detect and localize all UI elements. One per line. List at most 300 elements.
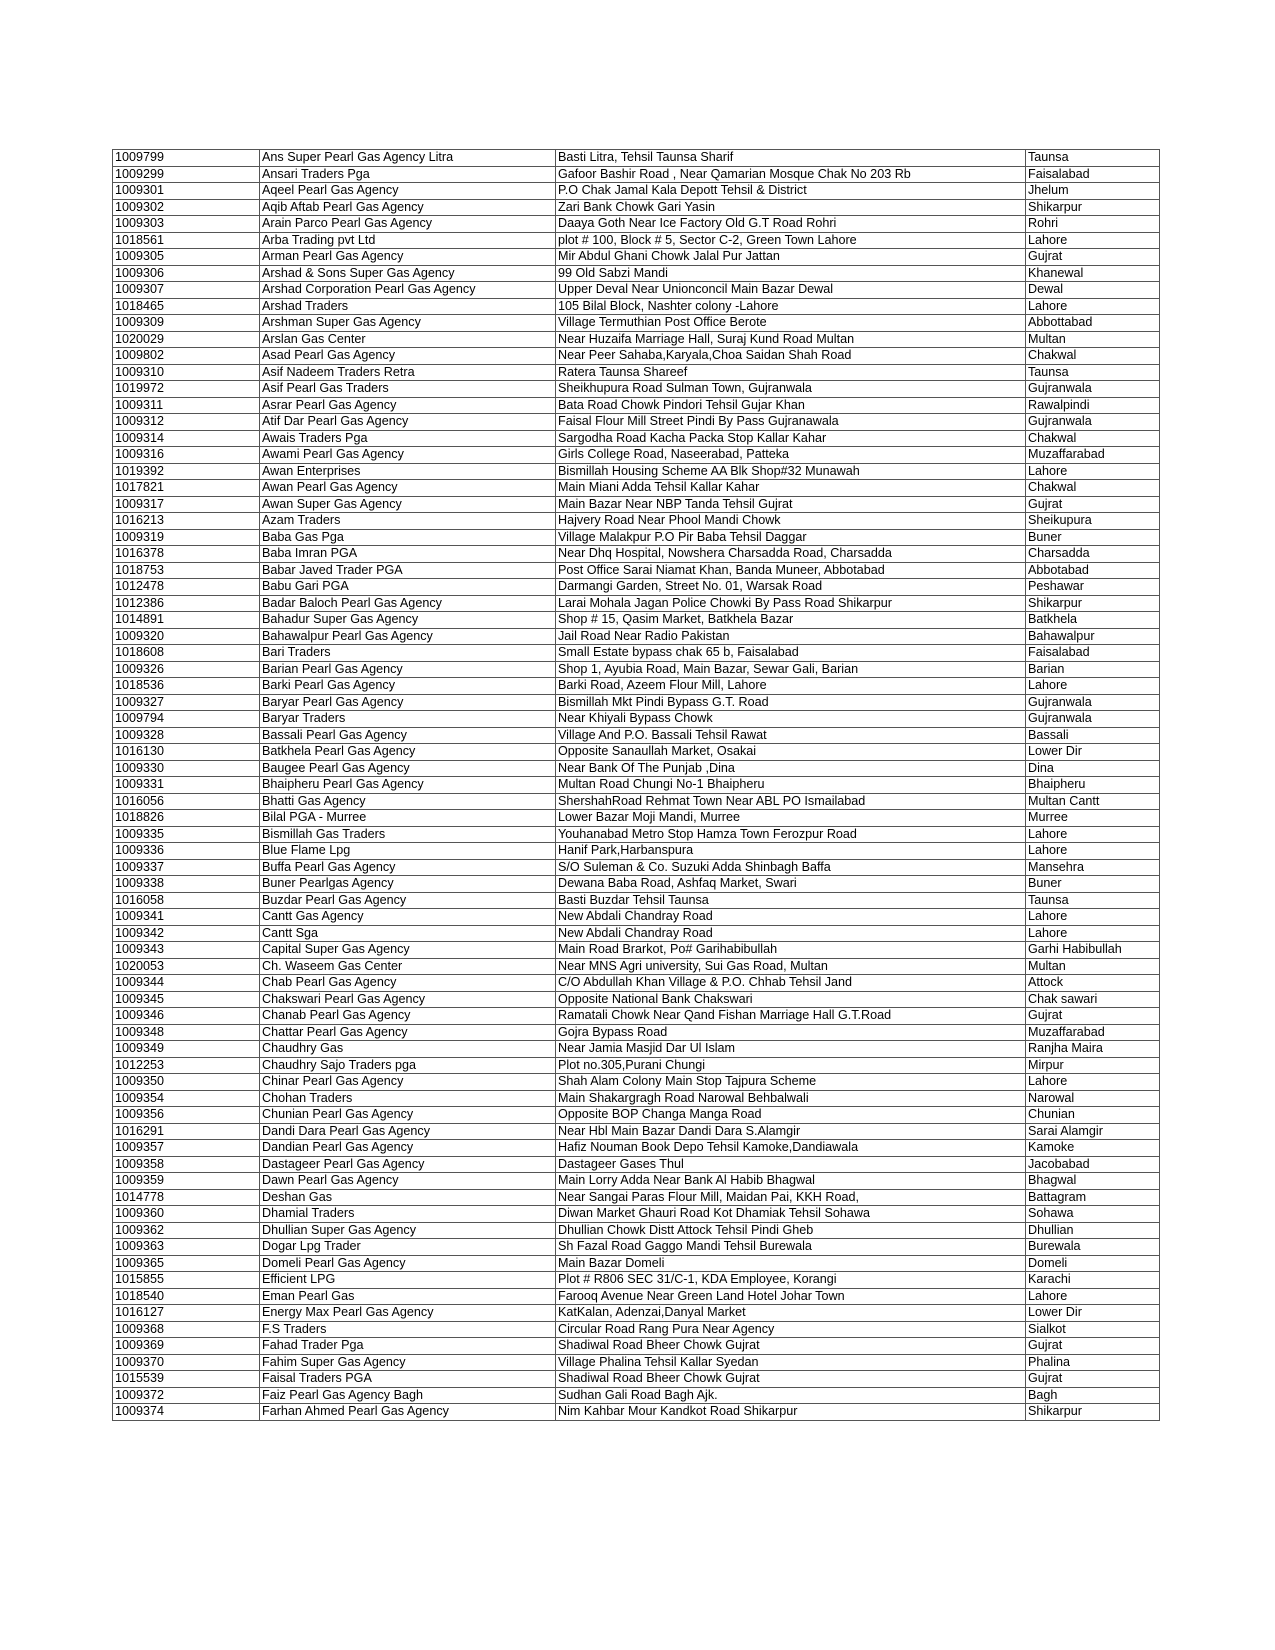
table-row bbox=[113, 463, 1160, 480]
table-row bbox=[113, 1288, 1160, 1305]
agency-code-cell: 1020053 bbox=[113, 958, 260, 975]
table-row bbox=[113, 430, 1160, 447]
agency-address-cell: Sudhan Gali Road Bagh Ajk. bbox=[556, 1387, 1026, 1404]
table-row bbox=[113, 397, 1160, 414]
agency-address-cell: Daaya Goth Near Ice Factory Old G.T Road Rohri bbox=[556, 216, 1026, 233]
agency-city-cell: Sialkot bbox=[1026, 1321, 1160, 1338]
agency-code-cell: 1009356 bbox=[113, 1107, 260, 1124]
table-row bbox=[113, 1140, 1160, 1157]
agency-code-cell: 1009342 bbox=[113, 925, 260, 942]
table-row bbox=[113, 991, 1160, 1008]
agency-address-cell: Lower Bazar Moji Mandi, Murree bbox=[556, 810, 1026, 827]
table-row bbox=[113, 975, 1160, 992]
agency-code-cell: 1016056 bbox=[113, 793, 260, 810]
agency-name-cell: Chanab Pearl Gas Agency bbox=[260, 1008, 556, 1025]
agency-code-cell: 1009354 bbox=[113, 1090, 260, 1107]
table-row bbox=[113, 876, 1160, 893]
table-row bbox=[113, 216, 1160, 233]
agency-city-cell: Lower Dir bbox=[1026, 744, 1160, 761]
table-row bbox=[113, 282, 1160, 299]
agency-address-cell: Hanif Park,Harbanspura bbox=[556, 843, 1026, 860]
agency-name-cell: Babu Gari PGA bbox=[260, 579, 556, 596]
table-row bbox=[113, 1255, 1160, 1272]
agency-code-cell: 1018465 bbox=[113, 298, 260, 315]
agency-name-cell: Aqib Aftab Pearl Gas Agency bbox=[260, 199, 556, 216]
agency-city-cell: Gujrat bbox=[1026, 1338, 1160, 1355]
agency-city-cell: Lahore bbox=[1026, 298, 1160, 315]
agency-name-cell: Awan Super Gas Agency bbox=[260, 496, 556, 513]
agency-code-cell: 1009335 bbox=[113, 826, 260, 843]
agency-address-cell: Sheikhupura Road Sulman Town, Gujranwala bbox=[556, 381, 1026, 398]
agency-name-cell: Fahim Super Gas Agency bbox=[260, 1354, 556, 1371]
agency-name-cell: Chaudhry Gas bbox=[260, 1041, 556, 1058]
agency-city-cell: Abbottabad bbox=[1026, 315, 1160, 332]
agency-city-cell: Gujrat bbox=[1026, 1371, 1160, 1388]
agency-code-cell: 1016058 bbox=[113, 892, 260, 909]
table-row bbox=[113, 595, 1160, 612]
agency-name-cell: Bhaipheru Pearl Gas Agency bbox=[260, 777, 556, 794]
table-row bbox=[113, 298, 1160, 315]
agency-code-cell: 1009326 bbox=[113, 661, 260, 678]
table-row bbox=[113, 1206, 1160, 1223]
agency-name-cell: Asif Pearl Gas Traders bbox=[260, 381, 556, 398]
agency-city-cell: Battagram bbox=[1026, 1189, 1160, 1206]
agency-code-cell: 1016213 bbox=[113, 513, 260, 530]
table-row bbox=[113, 562, 1160, 579]
agency-address-cell: Main Bazar Near NBP Tanda Tehsil Gujrat bbox=[556, 496, 1026, 513]
agency-address-cell: Ramatali Chowk Near Qand Fishan Marriage Hall G.T.Road bbox=[556, 1008, 1026, 1025]
agency-city-cell: Chakwal bbox=[1026, 480, 1160, 497]
table-row bbox=[113, 1189, 1160, 1206]
agency-code-cell: 1009365 bbox=[113, 1255, 260, 1272]
agency-name-cell: Dandian Pearl Gas Agency bbox=[260, 1140, 556, 1157]
agency-name-cell: Eman Pearl Gas bbox=[260, 1288, 556, 1305]
agency-city-cell: Ranjha Maira bbox=[1026, 1041, 1160, 1058]
agency-city-cell: Barian bbox=[1026, 661, 1160, 678]
agency-city-cell: Lahore bbox=[1026, 1288, 1160, 1305]
agency-code-cell: 1009346 bbox=[113, 1008, 260, 1025]
agency-code-cell: 1009357 bbox=[113, 1140, 260, 1157]
agency-city-cell: Taunsa bbox=[1026, 364, 1160, 381]
table-row bbox=[113, 265, 1160, 282]
table-row bbox=[113, 777, 1160, 794]
agency-address-cell: Dewana Baba Road, Ashfaq Market, Swari bbox=[556, 876, 1026, 893]
agency-code-cell: 1018536 bbox=[113, 678, 260, 695]
agency-city-cell: Bhagwal bbox=[1026, 1173, 1160, 1190]
agency-address-cell: Darmangi Garden, Street No. 01, Warsak Road bbox=[556, 579, 1026, 596]
agency-address-cell: 105 Bilal Block, Nashter colony -Lahore bbox=[556, 298, 1026, 315]
agency-code-cell: 1009312 bbox=[113, 414, 260, 431]
agency-city-cell: Gujranwala bbox=[1026, 381, 1160, 398]
agency-address-cell: S/O Suleman & Co. Suzuki Adda Shinbagh Baffa bbox=[556, 859, 1026, 876]
agency-name-cell: Faiz Pearl Gas Agency Bagh bbox=[260, 1387, 556, 1404]
agency-code-cell: 1012478 bbox=[113, 579, 260, 596]
agency-name-cell: Badar Baloch Pearl Gas Agency bbox=[260, 595, 556, 612]
agency-code-cell: 1009307 bbox=[113, 282, 260, 299]
agency-city-cell: Bassali bbox=[1026, 727, 1160, 744]
agency-address-cell: Near Dhq Hospital, Nowshera Charsadda Road, Charsadda bbox=[556, 546, 1026, 563]
agency-name-cell: Baba Imran PGA bbox=[260, 546, 556, 563]
table-row bbox=[113, 1371, 1160, 1388]
agency-name-cell: Arshad Corporation Pearl Gas Agency bbox=[260, 282, 556, 299]
agency-code-cell: 1018826 bbox=[113, 810, 260, 827]
agency-address-cell: Barki Road, Azeem Flour Mill, Lahore bbox=[556, 678, 1026, 695]
table-row bbox=[113, 1123, 1160, 1140]
agency-city-cell: Multan Cantt bbox=[1026, 793, 1160, 810]
table-row bbox=[113, 1387, 1160, 1404]
agency-name-cell: Buffa Pearl Gas Agency bbox=[260, 859, 556, 876]
table-row bbox=[113, 1090, 1160, 1107]
agency-city-cell: Lahore bbox=[1026, 678, 1160, 695]
table-row bbox=[113, 315, 1160, 332]
agency-city-cell: Jhelum bbox=[1026, 183, 1160, 200]
agency-address-cell: Near Khiyali Bypass Chowk bbox=[556, 711, 1026, 728]
agency-city-cell: Khanewal bbox=[1026, 265, 1160, 282]
agency-name-cell: Awan Pearl Gas Agency bbox=[260, 480, 556, 497]
agency-code-cell: 1009311 bbox=[113, 397, 260, 414]
agency-code-cell: 1009319 bbox=[113, 529, 260, 546]
agency-city-cell: Dewal bbox=[1026, 282, 1160, 299]
agency-name-cell: Cantt Sga bbox=[260, 925, 556, 942]
agency-name-cell: Arain Parco Pearl Gas Agency bbox=[260, 216, 556, 233]
agency-name-cell: Dawn Pearl Gas Agency bbox=[260, 1173, 556, 1190]
table-row bbox=[113, 414, 1160, 431]
agency-name-cell: Blue Flame Lpg bbox=[260, 843, 556, 860]
agency-name-cell: Dhullian Super Gas Agency bbox=[260, 1222, 556, 1239]
agency-city-cell: Sheikupura bbox=[1026, 513, 1160, 530]
agency-name-cell: Baryar Pearl Gas Agency bbox=[260, 694, 556, 711]
table-row bbox=[113, 1354, 1160, 1371]
agency-city-cell: Gujranwala bbox=[1026, 694, 1160, 711]
table-row bbox=[113, 1173, 1160, 1190]
agency-city-cell: Sohawa bbox=[1026, 1206, 1160, 1223]
agency-code-cell: 1019972 bbox=[113, 381, 260, 398]
agency-code-cell: 1012386 bbox=[113, 595, 260, 612]
agency-code-cell: 1009369 bbox=[113, 1338, 260, 1355]
agency-city-cell: Kamoke bbox=[1026, 1140, 1160, 1157]
agency-address-cell: New Abdali Chandray Road bbox=[556, 925, 1026, 942]
agency-address-cell: Shadiwal Road Bheer Chowk Gujrat bbox=[556, 1371, 1026, 1388]
agency-name-cell: Buner Pearlgas Agency bbox=[260, 876, 556, 893]
agency-address-cell: Main Road Brarkot, Po# Garihabibullah bbox=[556, 942, 1026, 959]
table-row bbox=[113, 348, 1160, 365]
agency-name-cell: Arba Trading pvt Ltd bbox=[260, 232, 556, 249]
agency-address-cell: New Abdali Chandray Road bbox=[556, 909, 1026, 926]
table-row bbox=[113, 925, 1160, 942]
agency-city-cell: Chunian bbox=[1026, 1107, 1160, 1124]
agency-name-cell: Bilal PGA - Murree bbox=[260, 810, 556, 827]
agency-code-cell: 1014778 bbox=[113, 1189, 260, 1206]
agency-name-cell: Baugee Pearl Gas Agency bbox=[260, 760, 556, 777]
agency-code-cell: 1019392 bbox=[113, 463, 260, 480]
agency-city-cell: Faisalabad bbox=[1026, 166, 1160, 183]
table-row bbox=[113, 1041, 1160, 1058]
agency-name-cell: Dandi Dara Pearl Gas Agency bbox=[260, 1123, 556, 1140]
agency-city-cell: Muzaffarabad bbox=[1026, 447, 1160, 464]
agency-city-cell: Lahore bbox=[1026, 463, 1160, 480]
agency-name-cell: Energy Max Pearl Gas Agency bbox=[260, 1305, 556, 1322]
agency-city-cell: Sarai Alamgir bbox=[1026, 1123, 1160, 1140]
agency-address-cell: Near Sangai Paras Flour Mill, Maidan Pai, KKH Road, bbox=[556, 1189, 1026, 1206]
agency-address-cell: Village Malakpur P.O Pir Baba Tehsil Daggar bbox=[556, 529, 1026, 546]
agency-address-cell: Near MNS Agri university, Sui Gas Road, Multan bbox=[556, 958, 1026, 975]
agency-name-cell: Ans Super Pearl Gas Agency Litra bbox=[260, 150, 556, 167]
agency-code-cell: 1009317 bbox=[113, 496, 260, 513]
agency-city-cell: Domeli bbox=[1026, 1255, 1160, 1272]
agency-name-cell: Capital Super Gas Agency bbox=[260, 942, 556, 959]
table-row bbox=[113, 232, 1160, 249]
agency-address-cell: Village Phalina Tehsil Kallar Syedan bbox=[556, 1354, 1026, 1371]
agency-code-cell: 1009320 bbox=[113, 628, 260, 645]
agency-code-cell: 1009368 bbox=[113, 1321, 260, 1338]
agency-address-cell: Circular Road Rang Pura Near Agency bbox=[556, 1321, 1026, 1338]
agency-address-cell: Farooq Avenue Near Green Land Hotel Johar Town bbox=[556, 1288, 1026, 1305]
table-row bbox=[113, 727, 1160, 744]
agency-name-cell: Dogar Lpg Trader bbox=[260, 1239, 556, 1256]
agency-name-cell: Awais Traders Pga bbox=[260, 430, 556, 447]
agency-code-cell: 1009301 bbox=[113, 183, 260, 200]
agency-code-cell: 1009348 bbox=[113, 1024, 260, 1041]
table-row bbox=[113, 1338, 1160, 1355]
agency-address-cell: Near Jamia Masjid Dar Ul Islam bbox=[556, 1041, 1026, 1058]
agency-city-cell: Buner bbox=[1026, 876, 1160, 893]
agency-address-cell: 99 Old Sabzi Mandi bbox=[556, 265, 1026, 282]
table-row bbox=[113, 1057, 1160, 1074]
table-row bbox=[113, 1305, 1160, 1322]
agency-city-cell: Gujrat bbox=[1026, 1008, 1160, 1025]
agency-address-cell: Post Office Sarai Niamat Khan, Banda Muneer, Abbotabad bbox=[556, 562, 1026, 579]
agency-city-cell: Bagh bbox=[1026, 1387, 1160, 1404]
table-row bbox=[113, 645, 1160, 662]
agency-address-cell: Diwan Market Ghauri Road Kot Dhamiak Tehsil Sohawa bbox=[556, 1206, 1026, 1223]
table-row bbox=[113, 892, 1160, 909]
agency-name-cell: Chunian Pearl Gas Agency bbox=[260, 1107, 556, 1124]
table-row bbox=[113, 744, 1160, 761]
agency-city-cell: Peshawar bbox=[1026, 579, 1160, 596]
agency-city-cell: Mansehra bbox=[1026, 859, 1160, 876]
table-row bbox=[113, 1321, 1160, 1338]
agency-code-cell: 1009306 bbox=[113, 265, 260, 282]
agency-code-cell: 1009302 bbox=[113, 199, 260, 216]
agency-code-cell: 1018608 bbox=[113, 645, 260, 662]
agency-address-cell: Mir Abdul Ghani Chowk Jalal Pur Jattan bbox=[556, 249, 1026, 266]
agency-name-cell: Aqeel Pearl Gas Agency bbox=[260, 183, 556, 200]
agency-address-cell: P.O Chak Jamal Kala Depott Tehsil & District bbox=[556, 183, 1026, 200]
table-row bbox=[113, 1239, 1160, 1256]
agency-name-cell: Fahad Trader Pga bbox=[260, 1338, 556, 1355]
agency-name-cell: Barian Pearl Gas Agency bbox=[260, 661, 556, 678]
agency-code-cell: 1009299 bbox=[113, 166, 260, 183]
agency-city-cell: Gujrat bbox=[1026, 496, 1160, 513]
agency-name-cell: Efficient LPG bbox=[260, 1272, 556, 1289]
agency-code-cell: 1009344 bbox=[113, 975, 260, 992]
agency-city-cell: Murree bbox=[1026, 810, 1160, 827]
agency-name-cell: Awami Pearl Gas Agency bbox=[260, 447, 556, 464]
agency-code-cell: 1016378 bbox=[113, 546, 260, 563]
agency-name-cell: Ansari Traders Pga bbox=[260, 166, 556, 183]
agency-city-cell: Lahore bbox=[1026, 232, 1160, 249]
agency-name-cell: Deshan Gas bbox=[260, 1189, 556, 1206]
agency-address-cell: Shadiwal Road Bheer Chowk Gujrat bbox=[556, 1338, 1026, 1355]
agency-city-cell: Attock bbox=[1026, 975, 1160, 992]
agency-city-cell: Gujranwala bbox=[1026, 711, 1160, 728]
agency-code-cell: 1009345 bbox=[113, 991, 260, 1008]
agency-name-cell: Bassali Pearl Gas Agency bbox=[260, 727, 556, 744]
agency-address-cell: Plot no.305,Purani Chungi bbox=[556, 1057, 1026, 1074]
table-row bbox=[113, 1024, 1160, 1041]
agency-city-cell: Taunsa bbox=[1026, 150, 1160, 167]
agency-name-cell: Baba Gas Pga bbox=[260, 529, 556, 546]
table-row bbox=[113, 1008, 1160, 1025]
table-row bbox=[113, 1222, 1160, 1239]
agency-city-cell: Dina bbox=[1026, 760, 1160, 777]
agency-address-cell: Bata Road Chowk Pindori Tehsil Gujar Khan bbox=[556, 397, 1026, 414]
agency-address-cell: Girls College Road, Naseerabad, Patteka bbox=[556, 447, 1026, 464]
agency-city-cell: Faisalabad bbox=[1026, 645, 1160, 662]
agency-address-cell: Sh Fazal Road Gaggo Mandi Tehsil Burewala bbox=[556, 1239, 1026, 1256]
table-row bbox=[113, 843, 1160, 860]
agency-name-cell: Ch. Waseem Gas Center bbox=[260, 958, 556, 975]
agency-code-cell: 1009358 bbox=[113, 1156, 260, 1173]
table-row bbox=[113, 447, 1160, 464]
agency-name-cell: F.S Traders bbox=[260, 1321, 556, 1338]
table-row bbox=[113, 859, 1160, 876]
agency-name-cell: Batkhela Pearl Gas Agency bbox=[260, 744, 556, 761]
agency-name-cell: Arslan Gas Center bbox=[260, 331, 556, 348]
agency-code-cell: 1009372 bbox=[113, 1387, 260, 1404]
agency-name-cell: Buzdar Pearl Gas Agency bbox=[260, 892, 556, 909]
agency-city-cell: Narowal bbox=[1026, 1090, 1160, 1107]
agency-city-cell: Garhi Habibullah bbox=[1026, 942, 1160, 959]
agency-address-cell: Basti Litra, Tehsil Taunsa Sharif bbox=[556, 150, 1026, 167]
agency-city-cell: Buner bbox=[1026, 529, 1160, 546]
agency-name-cell: Arshad Traders bbox=[260, 298, 556, 315]
agency-city-cell: Taunsa bbox=[1026, 892, 1160, 909]
agency-name-cell: Chakswari Pearl Gas Agency bbox=[260, 991, 556, 1008]
table-row bbox=[113, 1272, 1160, 1289]
agency-city-cell: Shikarpur bbox=[1026, 199, 1160, 216]
table-row bbox=[113, 909, 1160, 926]
agency-code-cell: 1009303 bbox=[113, 216, 260, 233]
agency-name-cell: Asrar Pearl Gas Agency bbox=[260, 397, 556, 414]
table-row bbox=[113, 711, 1160, 728]
agency-name-cell: Arman Pearl Gas Agency bbox=[260, 249, 556, 266]
agency-address-cell: Bismillah Mkt Pindi Bypass G.T. Road bbox=[556, 694, 1026, 711]
agency-code-cell: 1009336 bbox=[113, 843, 260, 860]
agency-name-cell: Bahadur Super Gas Agency bbox=[260, 612, 556, 629]
agency-name-cell: Chinar Pearl Gas Agency bbox=[260, 1074, 556, 1091]
agency-address-cell: Village And P.O. Bassali Tehsil Rawat bbox=[556, 727, 1026, 744]
agency-city-cell: Phalina bbox=[1026, 1354, 1160, 1371]
agency-name-cell: Baryar Traders bbox=[260, 711, 556, 728]
agency-name-cell: Bismillah Gas Traders bbox=[260, 826, 556, 843]
agency-city-cell: Shikarpur bbox=[1026, 1404, 1160, 1421]
agency-city-cell: Abbotabad bbox=[1026, 562, 1160, 579]
agency-name-cell: Bari Traders bbox=[260, 645, 556, 662]
agency-address-cell: ShershahRoad Rehmat Town Near ABL PO Ismailabad bbox=[556, 793, 1026, 810]
agency-code-cell: 1009802 bbox=[113, 348, 260, 365]
agency-code-cell: 1009310 bbox=[113, 364, 260, 381]
table-row bbox=[113, 1404, 1160, 1421]
agency-city-cell: Muzaffarabad bbox=[1026, 1024, 1160, 1041]
agency-address-cell: Hafiz Nouman Book Depo Tehsil Kamoke,Dandiawala bbox=[556, 1140, 1026, 1157]
table-row bbox=[113, 166, 1160, 183]
table-row bbox=[113, 183, 1160, 200]
agency-address-cell: Basti Buzdar Tehsil Taunsa bbox=[556, 892, 1026, 909]
agency-code-cell: 1009349 bbox=[113, 1041, 260, 1058]
agency-code-cell: 1009362 bbox=[113, 1222, 260, 1239]
agency-address-cell: Opposite BOP Changa Manga Road bbox=[556, 1107, 1026, 1124]
agency-code-cell: 1009343 bbox=[113, 942, 260, 959]
agency-address-cell: Ratera Taunsa Shareef bbox=[556, 364, 1026, 381]
agency-code-cell: 1018753 bbox=[113, 562, 260, 579]
table-row bbox=[113, 810, 1160, 827]
agency-city-cell: Karachi bbox=[1026, 1272, 1160, 1289]
agency-address-cell: Bismillah Housing Scheme AA Blk Shop#32 Munawah bbox=[556, 463, 1026, 480]
agency-code-cell: 1009330 bbox=[113, 760, 260, 777]
table-row bbox=[113, 381, 1160, 398]
agency-city-cell: Mirpur bbox=[1026, 1057, 1160, 1074]
agency-city-cell: Lahore bbox=[1026, 843, 1160, 860]
agency-name-cell: Atif Dar Pearl Gas Agency bbox=[260, 414, 556, 431]
agency-address-cell: Shop 1, Ayubia Road, Main Bazar, Sewar Gali, Barian bbox=[556, 661, 1026, 678]
table-row bbox=[113, 612, 1160, 629]
agency-name-cell: Arshman Super Gas Agency bbox=[260, 315, 556, 332]
agency-name-cell: Barki Pearl Gas Agency bbox=[260, 678, 556, 695]
agency-code-cell: 1009337 bbox=[113, 859, 260, 876]
agency-table-body bbox=[113, 150, 1160, 1421]
agency-address-cell: plot # 100, Block # 5, Sector C-2, Green Town Lahore bbox=[556, 232, 1026, 249]
agency-address-cell: Youhanabad Metro Stop Hamza Town Ferozpur Road bbox=[556, 826, 1026, 843]
agency-name-cell: Farhan Ahmed Pearl Gas Agency bbox=[260, 1404, 556, 1421]
agency-code-cell: 1009799 bbox=[113, 150, 260, 167]
agency-address-cell: Opposite National Bank Chakswari bbox=[556, 991, 1026, 1008]
agency-city-cell: Lower Dir bbox=[1026, 1305, 1160, 1322]
agency-name-cell: Babar Javed Trader PGA bbox=[260, 562, 556, 579]
agency-code-cell: 1009309 bbox=[113, 315, 260, 332]
agency-address-cell: Hajvery Road Near Phool Mandi Chowk bbox=[556, 513, 1026, 530]
agency-code-cell: 1009794 bbox=[113, 711, 260, 728]
agency-address-cell: Dastageer Gases Thul bbox=[556, 1156, 1026, 1173]
agency-address-cell: Faisal Flour Mill Street Pindi By Pass Gujranawala bbox=[556, 414, 1026, 431]
agency-code-cell: 1009314 bbox=[113, 430, 260, 447]
table-row bbox=[113, 628, 1160, 645]
agency-city-cell: Lahore bbox=[1026, 1074, 1160, 1091]
agency-code-cell: 1020029 bbox=[113, 331, 260, 348]
agency-address-cell: Multan Road Chungi No-1 Bhaipheru bbox=[556, 777, 1026, 794]
agency-code-cell: 1017821 bbox=[113, 480, 260, 497]
agency-city-cell: Rawalpindi bbox=[1026, 397, 1160, 414]
agency-city-cell: Bahawalpur bbox=[1026, 628, 1160, 645]
agency-code-cell: 1009370 bbox=[113, 1354, 260, 1371]
agency-city-cell: Charsadda bbox=[1026, 546, 1160, 563]
table-row bbox=[113, 480, 1160, 497]
agency-name-cell: Dhamial Traders bbox=[260, 1206, 556, 1223]
table-row bbox=[113, 1074, 1160, 1091]
agency-code-cell: 1009305 bbox=[113, 249, 260, 266]
agency-code-cell: 1018561 bbox=[113, 232, 260, 249]
table-row bbox=[113, 942, 1160, 959]
agency-code-cell: 1009331 bbox=[113, 777, 260, 794]
table-row bbox=[113, 199, 1160, 216]
agency-city-cell: Lahore bbox=[1026, 909, 1160, 926]
agency-code-cell: 1014891 bbox=[113, 612, 260, 629]
table-row bbox=[113, 1107, 1160, 1124]
table-row bbox=[113, 496, 1160, 513]
agency-address-cell: Jail Road Near Radio Pakistan bbox=[556, 628, 1026, 645]
agency-address-cell: Upper Deval Near Unionconcil Main Bazar Dewal bbox=[556, 282, 1026, 299]
agency-address-cell: Shah Alam Colony Main Stop Tajpura Scheme bbox=[556, 1074, 1026, 1091]
